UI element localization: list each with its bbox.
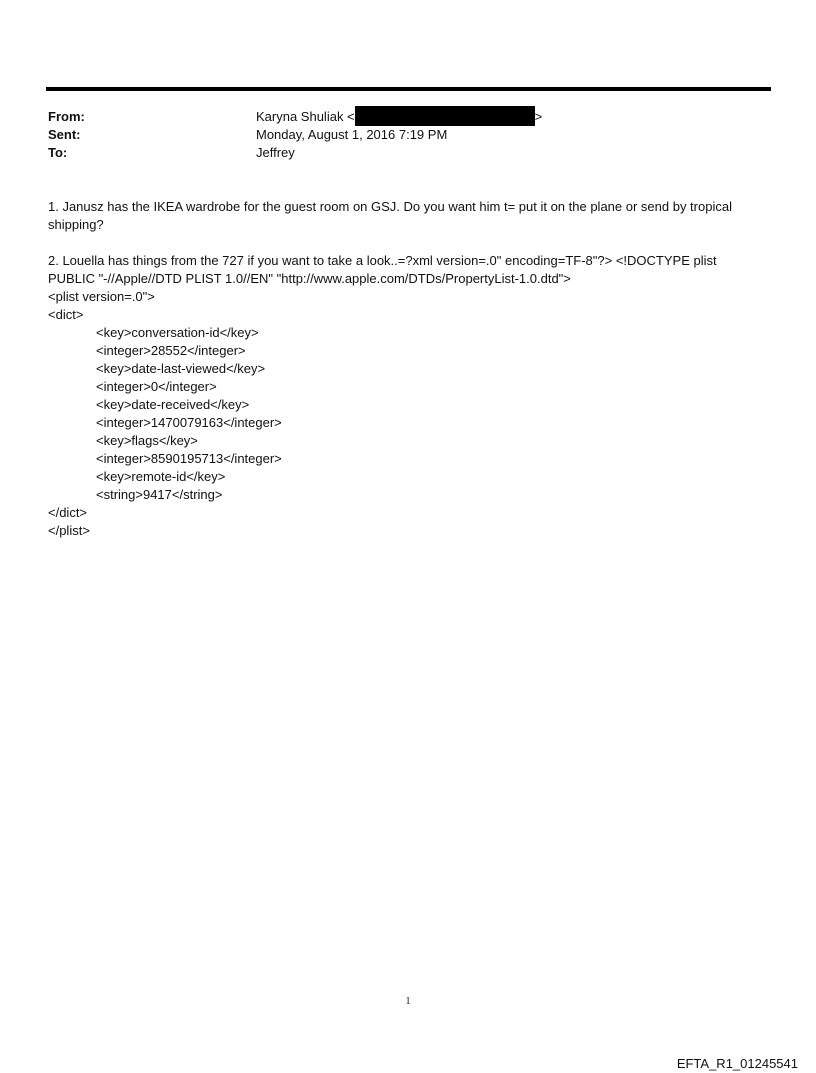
sender-email-close: > — [534, 109, 543, 124]
paragraph-2-line-1: 2. Louella has things from the 727 if you want to take a look..=?xml version=.0" encoding=TF-8"?> <!DOCTYPE plist — [48, 253, 717, 268]
dict-line: <integer>0</integer> — [96, 379, 217, 394]
to-value: Jeffrey — [256, 145, 295, 160]
sent-label: Sent: — [48, 127, 81, 142]
dict-open: <dict> — [48, 307, 84, 322]
paragraph-1: 1. Janusz has the IKEA wardrobe for the guest room on GSJ. Do you want him t= put it on the plane or send by tropical shipping? — [48, 199, 732, 232]
redaction-box — [355, 106, 535, 126]
from-value — [256, 108, 542, 126]
to-label: To: — [48, 145, 68, 160]
dict-close: </dict> — [48, 505, 88, 520]
dict-line: <key>conversation-id</key> — [96, 325, 259, 340]
dict-line: <key>date-last-viewed</key> — [96, 361, 266, 376]
dict-line: <key>date-received</key> — [96, 397, 250, 412]
document-id: EFTA_R1_01245541 — [676, 1056, 798, 1071]
dict-line: <key>remote-id</key> — [96, 469, 226, 484]
plist-close: </plist> — [48, 523, 90, 538]
sent-value: Monday, August 1, 2016 7:19 PM — [256, 127, 448, 142]
dict-line: <integer>28552</integer> — [96, 343, 246, 358]
header-rule — [46, 87, 771, 91]
sender-name: Karyna Shuliak < — [256, 109, 355, 124]
plist-open: <plist version=.0"> — [48, 289, 155, 304]
dict-line: <integer>1470079163</integer> — [96, 415, 282, 430]
paragraph-2-line-2: PUBLIC "-//Apple//DTD PLIST 1.0//EN" "http://www.apple.com/DTDs/PropertyList-1.0.dtd"> — [48, 271, 571, 286]
from-label: From: — [48, 109, 85, 124]
dict-line: <string>9417</string> — [96, 487, 223, 502]
dict-line: <key>flags</key> — [96, 433, 198, 448]
dict-line: <integer>8590195713</integer> — [96, 451, 282, 466]
page-number: 1 — [405, 996, 411, 1007]
